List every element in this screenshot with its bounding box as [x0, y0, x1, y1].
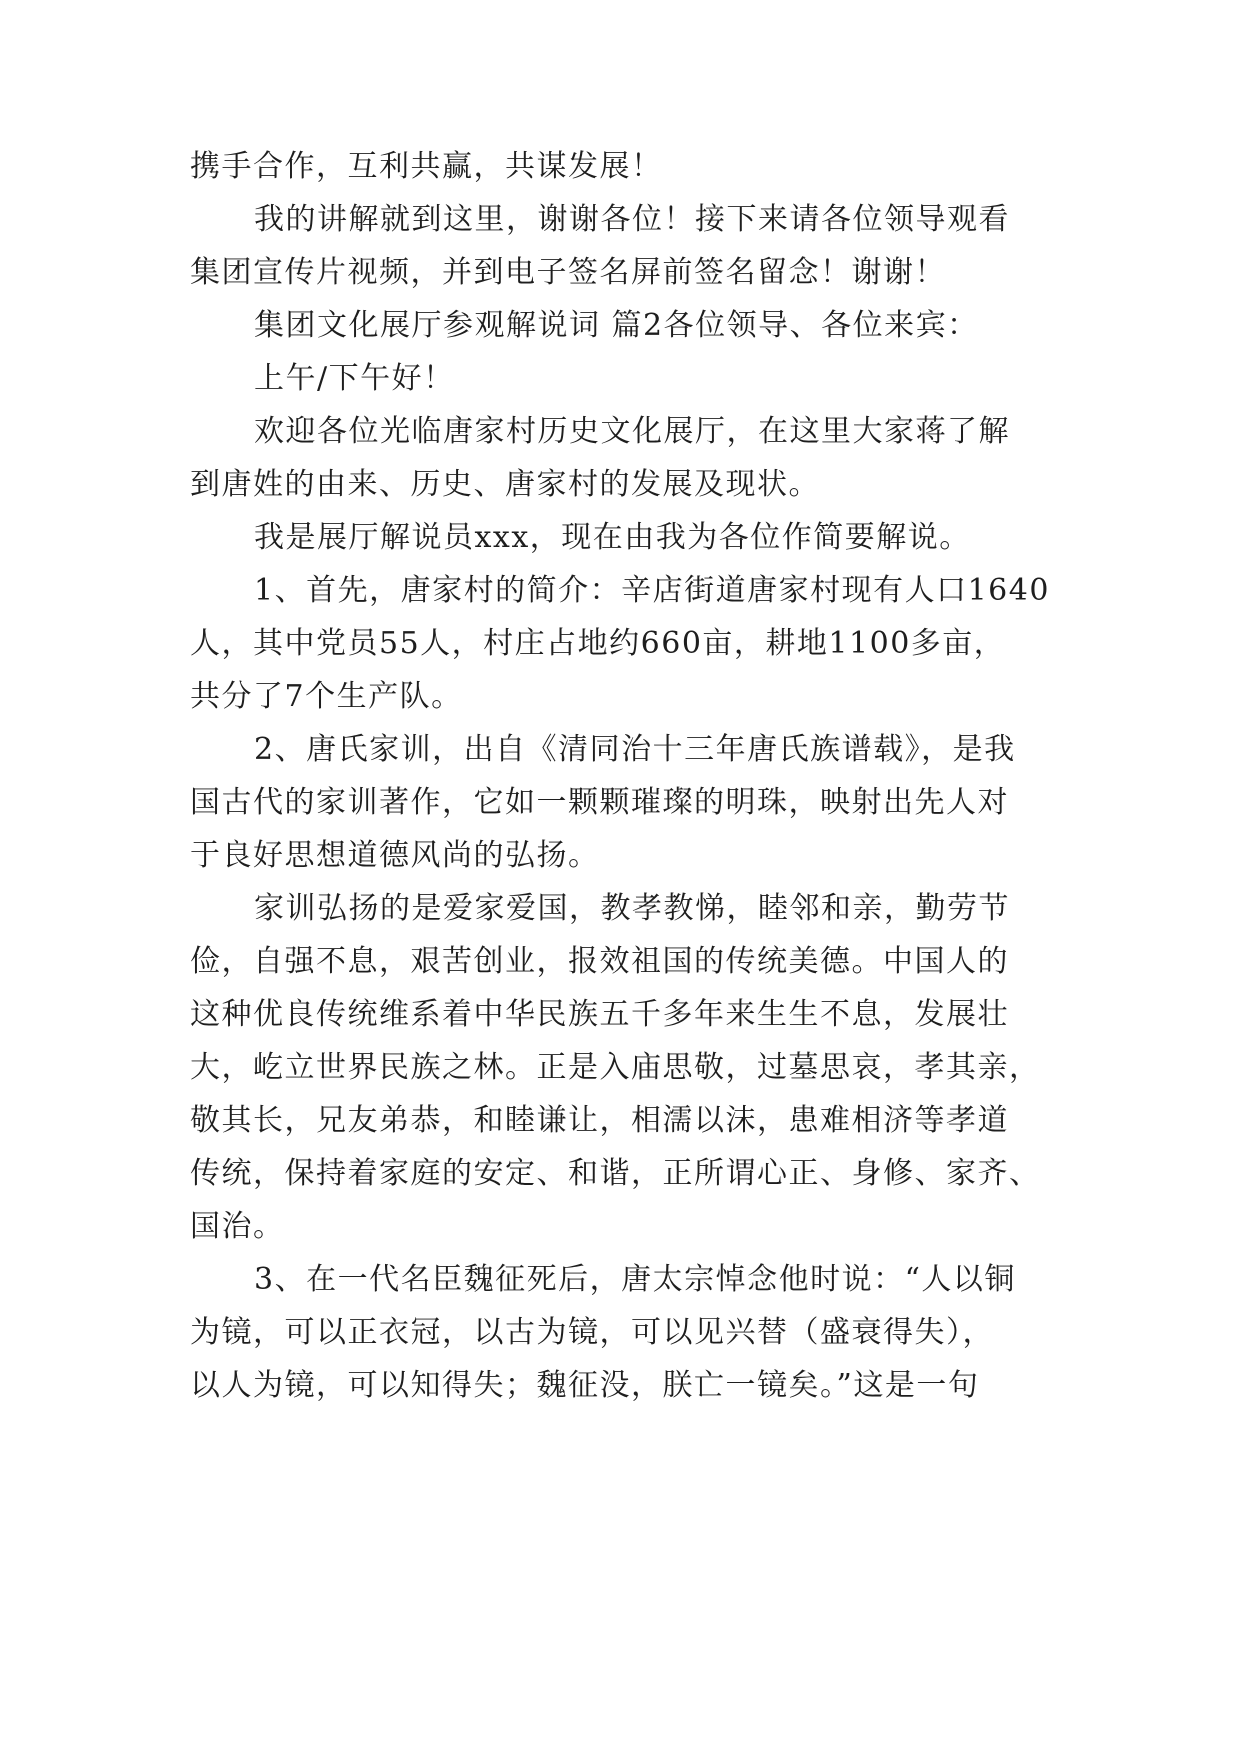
text-line: 携手合作，互利共赢，共谋发展！: [190, 149, 663, 184]
text-line: 人，其中党员55人，村庄占地约660亩，耕地1100多亩，: [190, 626, 1006, 661]
text-line: 于良好思想道德风尚的弘扬。: [190, 838, 600, 873]
text-line: 俭，自强不息，艰苦创业，报效祖国的传统美德。中国人的: [190, 944, 1009, 979]
text-line: 国古代的家训著作，它如一颗颗璀璨的明珠，映射出先人对: [190, 785, 1009, 820]
text-line: 这种优良传统维系着中华民族五千多年来生生不息，发展壮: [190, 997, 1009, 1032]
text-line: 传统，保持着家庭的安定、和谐，正所谓心正、身修、家齐、: [190, 1156, 1041, 1191]
text-line: 集团文化展厅参观解说词 篇2各位领导、各位来宾：: [254, 308, 979, 343]
text-line: 1、首先，唐家村的简介：辛店街道唐家村现有人口1640: [254, 573, 1050, 608]
text-line: 上午/下午好！: [254, 361, 455, 396]
text-line: 欢迎各位光临唐家村历史文化展厅，在这里大家蒋了解: [254, 414, 1010, 449]
text-line: 家训弘扬的是爱家爱国，教孝教悌，睦邻和亲，勤劳节: [254, 891, 1010, 926]
text-line: 大，屹立世界民族之林。正是入庙思敬，过墓思哀，孝其亲，: [190, 1050, 1041, 1085]
text-line: 到唐姓的由来、历史、唐家村的发展及现状。: [190, 467, 820, 502]
text-line: 我是展厅解说员xxx，现在由我为各位作简要解说。: [254, 520, 971, 555]
text-line: 敬其长，兄友弟恭，和睦谦让，相濡以沫，患难相济等孝道: [190, 1103, 1009, 1138]
text-line: 以人为镜，可以知得失；魏征没，朕亡一镜矣。”这是一句: [190, 1368, 980, 1403]
text-line: 共分了7个生产队。: [190, 679, 463, 714]
text-line: 3、在一代名臣魏征死后，唐太宗悼念他时说：“人以铜: [254, 1262, 1016, 1297]
text-line: 为镜，可以正衣冠，以古为镜，可以见兴替（盛衰得失），: [190, 1315, 994, 1350]
text-line: 国治。: [190, 1209, 285, 1244]
text-line: 集团宣传片视频，并到电子签名屏前签名留念！谢谢！: [190, 255, 946, 290]
text-line: 2、唐氏家训，出自《清同治十三年唐氏族谱载》，是我: [254, 732, 1016, 767]
text-line: 我的讲解就到这里，谢谢各位！接下来请各位领导观看: [254, 202, 1010, 237]
